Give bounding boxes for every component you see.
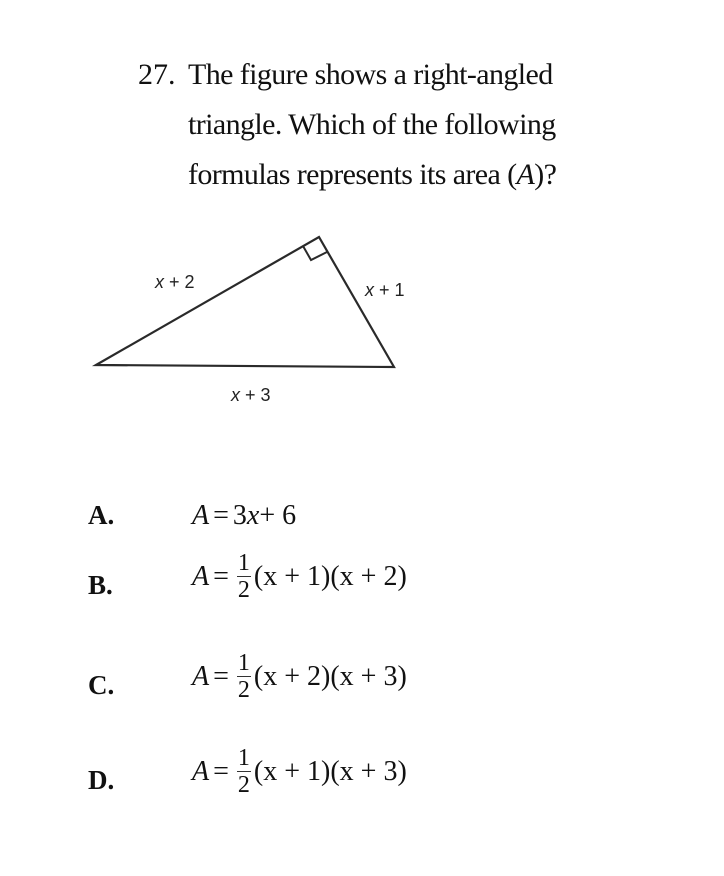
question-line-3: formulas represents its area (A)? [188, 158, 557, 191]
choice-letter: D. [88, 765, 115, 795]
formula-c: A = $\frac{1}{2}$ (x + 2)(x + 3) [192, 650, 407, 703]
one-half-fraction: $\frac{1}{2}$ [237, 550, 250, 603]
area-variable: A [516, 158, 535, 191]
question-line-2: triangle. Which of the following [188, 108, 556, 141]
choice-letter: C. [88, 670, 115, 700]
one-half-fraction: $\frac{1}{2}$ [237, 745, 250, 798]
formula-d: A = $\frac{1}{2}$ (x + 1)(x + 3) [192, 745, 407, 798]
choice-letter: B. [88, 570, 113, 600]
formula-b: A = $\frac{1}{2}$ (x + 1)(x + 2) [192, 550, 407, 603]
side-label-left: x + 2 [155, 272, 195, 292]
one-half-fraction: $\frac{1}{2}$ [237, 650, 250, 703]
choice-letter: A. [88, 500, 115, 530]
question-number: 27. [138, 58, 176, 91]
side-label-base: x + 3 [231, 385, 271, 405]
question-line-1: The figure shows a right-angled [188, 58, 553, 91]
right-angle-marker [303, 246, 327, 260]
triangle-shape [96, 237, 394, 367]
formula-a: A = 3 x + 6 [192, 500, 297, 531]
side-label-right: x + 1 [365, 280, 405, 300]
